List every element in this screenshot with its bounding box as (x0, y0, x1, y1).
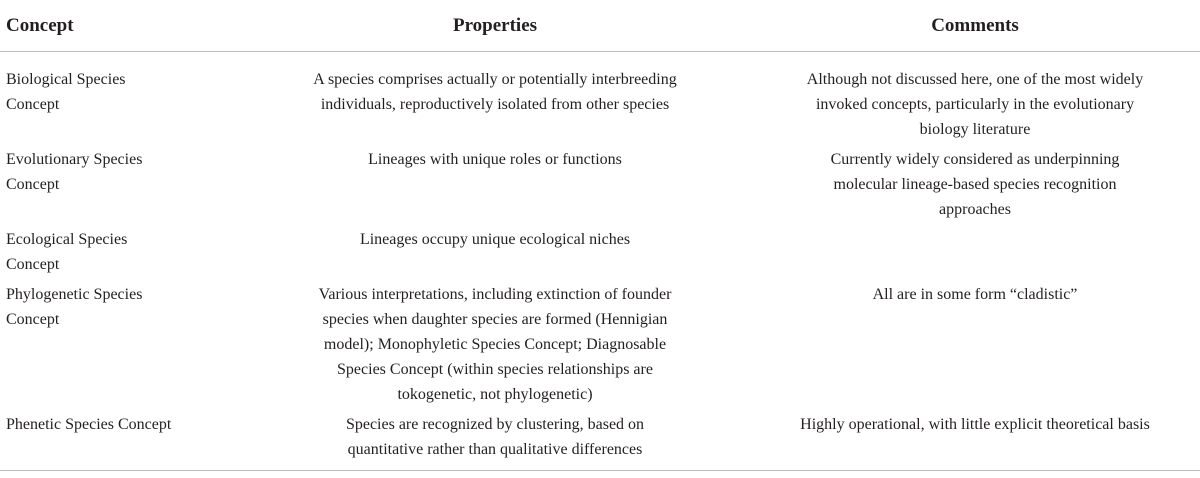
properties-text: A species comprises actually or potentially interbreeding individuals, reproductively isolated from other species (313, 71, 677, 113)
concept-cell (0, 142, 240, 222)
properties-cell (240, 222, 750, 277)
table-header (0, 0, 1200, 52)
comments-text: Currently widely considered as underpinning molecular lineage-based species recognition approaches (830, 151, 1120, 218)
table-body (0, 52, 1200, 464)
concept-cell (0, 407, 240, 463)
properties-cell (240, 142, 750, 222)
comments-cell (750, 407, 1200, 463)
comments-cell (750, 142, 1200, 222)
properties-cell (240, 52, 750, 143)
comments-text: All are in some form “cladistic” (872, 286, 1078, 303)
concept-cell (0, 52, 240, 143)
concept-text: Phylogenetic Species Concept (6, 286, 143, 328)
properties-cell (240, 277, 750, 407)
table-row (0, 52, 1200, 143)
properties-cell (240, 407, 750, 463)
table-bottom-rule (0, 470, 1200, 471)
table-row (0, 277, 1200, 407)
header-properties: Properties (240, 0, 750, 52)
concept-cell (0, 277, 240, 407)
header-comments: Comments (750, 0, 1200, 52)
concept-text: Biological Species Concept (6, 71, 126, 113)
concept-text: Ecological Species Concept (6, 231, 128, 273)
header-concept: Concept (0, 0, 240, 52)
comments-text: Although not discussed here, one of the most widely invoked concepts, particularly in the evolutionary biology literature (806, 71, 1144, 138)
properties-text: Lineages with unique roles or functions (368, 151, 622, 168)
table-row (0, 222, 1200, 277)
concept-text: Phenetic Species Concept (6, 416, 172, 433)
comments-cell (750, 277, 1200, 407)
comments-cell (750, 222, 1200, 277)
table-row (0, 142, 1200, 222)
concept-text: Evolutionary Species Concept (6, 151, 143, 193)
properties-text: Species are recognized by clustering, based on quantitative rather than qualitative differences (345, 416, 645, 458)
comments-text: Highly operational, with little explicit theoretical basis (800, 416, 1150, 433)
properties-text: Lineages occupy unique ecological niches (359, 231, 631, 248)
header-row (0, 0, 1200, 52)
concept-cell (0, 222, 240, 277)
comments-cell (750, 52, 1200, 143)
table-row (0, 407, 1200, 463)
properties-text: Various interpretations, including extinction of founder species when daughter species are formed (Hennigian model); Monophyletic Species Concept; Diagnosable Species Concept (within species relationships are tokogenetic, not phylogenetic) (318, 286, 672, 403)
